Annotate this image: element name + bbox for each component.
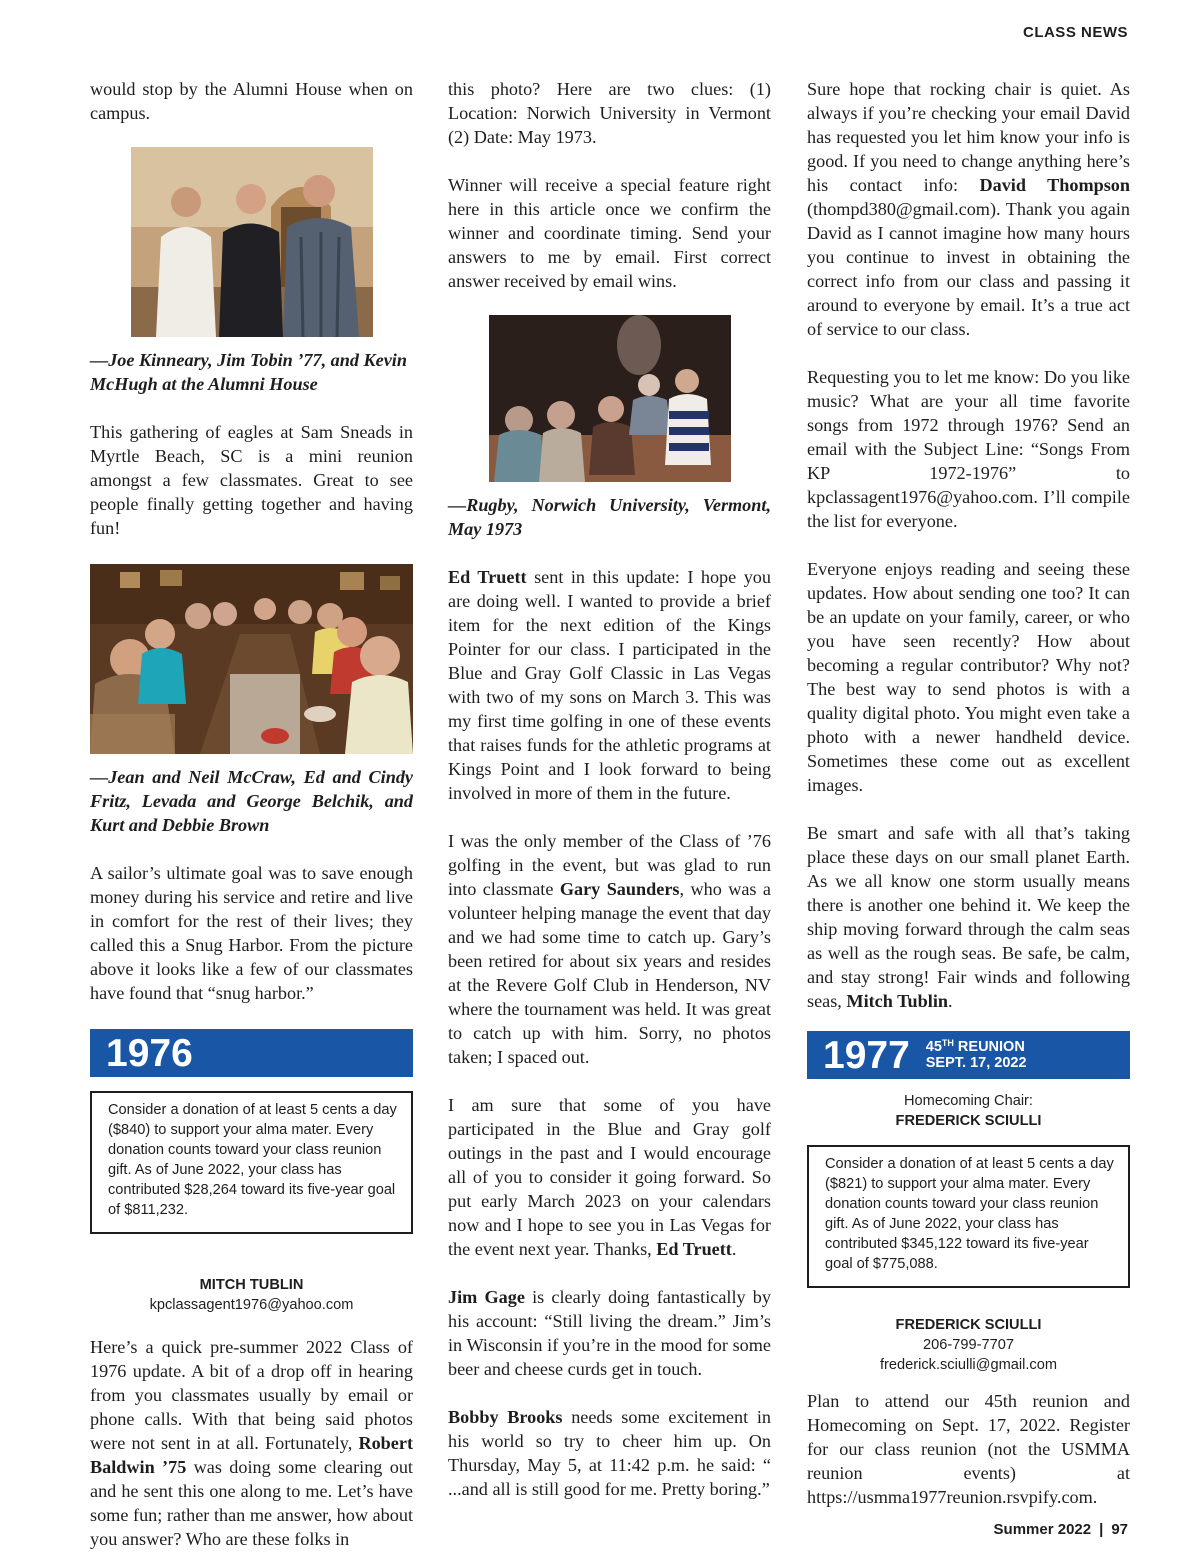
column-3 (807, 77, 1130, 1509)
paragraph-truett: Ed Truett sent in this update: I hope you are doing well. I wanted to provide a brief item for the next edition of the Kings Pointer for our class. I participated in the Blue and Gray Golf Classic in Las Vegas with two of my sons on March 3. This was my first time golfing in one of these events that raises funds for the athletic programs at Kings Point and I look forward to being involved in more of them in the future. (448, 567, 771, 803)
class-year-1976: 1976 (106, 1031, 193, 1075)
paragraph-golf-outings: I am sure that some of you have participated in the Blue and Gray golf outings in the past and I would encourage all of you to consider it going forward. So put early March 2023 on your calendars now and I hope to see you in Las Vegas for the event next year. Thanks, Ed Truett. (448, 1095, 771, 1259)
alumni-house-photo (131, 147, 373, 337)
paragraph-intro: would stop by the Alumni House when on campus. (90, 79, 413, 123)
class-agent-email: frederick.sciulli@gmail.com (879, 1357, 1057, 1373)
class-agent-name: MITCH TUBLIN (199, 1277, 304, 1293)
class-agent-name: FREDERICK SCIULLI (895, 1317, 1042, 1333)
paragraph-eagles: This gathering of eagles at Sam Sneads in Myrtle Beach, SC is a mini reunion amongst a few classmates. Great to see people finally getting together and having fun! (90, 422, 413, 538)
sam-sneads-reunion-photo (90, 564, 413, 754)
photo-caption-rugby: —Rugby, Norwich University, Vermont, May 1973 (448, 495, 771, 539)
section-label: CLASS NEWS (1022, 24, 1128, 41)
paragraph-snug-harbor: A sailor’s ultimate goal was to save enough money during his service and retire and live in comfort for the rest of their lives; they called this a Snug Harbor. From the picture above it looks like a few of our classmates have found that “snug harbor.” (90, 863, 413, 1003)
rugby-norwich-photo (489, 315, 731, 482)
homecoming-label: Homecoming Chair: (904, 1093, 1033, 1109)
homecoming-chair (807, 1091, 1130, 1131)
class-agent-1977 (807, 1315, 1130, 1375)
column-2 (448, 77, 771, 1501)
column-1 (90, 77, 413, 1551)
paragraph-winner: Winner will receive a special feature right here in this article once we confirm the winner and coordinate timing. Send your answers to me by email. First correct answer received by email wins. (448, 175, 771, 291)
reunion-info: 45TH REUNION SEPT. 17, 2022 (925, 1038, 1027, 1071)
paragraph-reunion-plan: Plan to attend our 45th reunion and Homecoming on Sept. 17, 2022. Register for our class reunion (not the USMMA reunion events) at https://usmma1977reunion.rsvpify.com. (807, 1391, 1130, 1507)
paragraph-update-1976: Here’s a quick pre-summer 2022 Class of 1976 update. A bit of a drop off in hearing from you classmates usually by email or phone calls. With that being said photos were not sent in at all. Fortunately, Robert Baldwin ’75 was doing some clearing out and he sent this one along to me. Let’s have some fun; rather than me answer, how about you answer? Who are these folks in (90, 1337, 413, 1549)
class-agent-email: kpclassagent1976@yahoo.com (149, 1297, 354, 1313)
issue-label: Summer 2022 (993, 1521, 1092, 1538)
paragraph-only-member: I was the only member of the Class of ’76 golfing in the event, but was glad to run into classmate Gary Saunders, who was a volunteer helping manage the event that day and we had some time to catch up. Gary’s been retired for about six years and resides at the Revere Golf Club in Henderson, NV where the tournament was held. It was great to catch up with him. Sorry, no photos taken; I spaced out. (448, 831, 771, 1067)
class-year-1977: 1977 (823, 1033, 910, 1077)
class-agent-phone: 206-799-7707 (923, 1337, 1014, 1353)
page-footer: Summer 2022 | 97 (993, 1521, 1128, 1538)
class-1977-banner (807, 1031, 1130, 1079)
paragraph-rocking-chair: Sure hope that rocking chair is quiet. As always if you’re checking your email David has requested you let him know your info is good. If you need to change anything here’s his contact info: David Thompson (thompd380@gmail.com). Thank you again David as I cannot imagine how many hours you continue to invest in obtaining the correct info from our class and passing it around to everyone by email. It’s a true act of service to our class. (807, 79, 1130, 339)
paragraph-brooks: Bobby Brooks needs some excitement in his world so try to cheer him up. On Thursday, May 5, at 11:42 p.m. he said: “ ...and all is still good for me. Pretty boring.” (448, 1407, 771, 1499)
donation-box-1977: Consider a donation of at least 5 cents a day ($821) to support your alma mater. Every donation counts toward your class reunion gift. As of June 2022, your class has contributed $345,122 toward its five-year goal of $775,088. (807, 1145, 1130, 1288)
class-agent-1976 (90, 1275, 413, 1315)
page-number: 97 (1111, 1521, 1128, 1538)
photo-caption-sam-sneads: —Jean and Neil McCraw, Ed and Cindy Fritz, Levada and George Belchik, and Kurt and Debbie Brown (90, 767, 413, 835)
paragraph-gage: Jim Gage is clearly doing fantastically by his account: “Still living the dream.” Jim’s in Wisconsin if you’re in the mood for some beer and cheese curds get in touch. (448, 1287, 771, 1379)
reunion-date: SEPT. 17, 2022 (925, 1055, 1027, 1071)
homecoming-chair-name: FREDERICK SCIULLI (895, 1113, 1042, 1129)
paragraph-be-smart: Be smart and safe with all that’s taking place these days on our small planet Earth. As we all know one storm usually means there is another one behind it. We keep the ship moving forward through the calm seas as well as the rough seas. Be safe, be calm, and stay strong! Fair winds and following seas, Mitch Tublin. (807, 823, 1130, 1011)
paragraph-clues: this photo? Here are two clues: (1) Location: Norwich University in Vermont (2) Date: May 1973. (448, 79, 771, 147)
photo-caption-alumni-house: —Joe Kinneary, Jim Tobin ’77, and Kevin McHugh at the Alumni House (90, 350, 407, 394)
paragraph-music: Requesting you to let me know: Do you like music? What are your all time favorite songs from 1972 through 1976? Send an email with the Subject Line: “Songs From KP 1972-1976” to kpclassagent1976@yahoo.com. I’ll compile the list for everyone. (807, 367, 1130, 531)
class-1976-banner (90, 1029, 413, 1077)
paragraph-everyone: Everyone enjoys reading and seeing these updates. How about sending one too? It can be an update on your family, career, or who you have seen recently? How about becoming a regular contributor? Why not? The best way to send photos is with a quality digital photo. You might even take a photo with a newer handheld device. Sometimes these come out as excellent images. (807, 559, 1130, 795)
donation-box-1976: Consider a donation of at least 5 cents a day ($840) to support your alma mater. Every donation counts toward your class reunion gift. As of June 2022, your class has contributed $28,264 toward its five-year goal of $811,232. (90, 1091, 413, 1234)
